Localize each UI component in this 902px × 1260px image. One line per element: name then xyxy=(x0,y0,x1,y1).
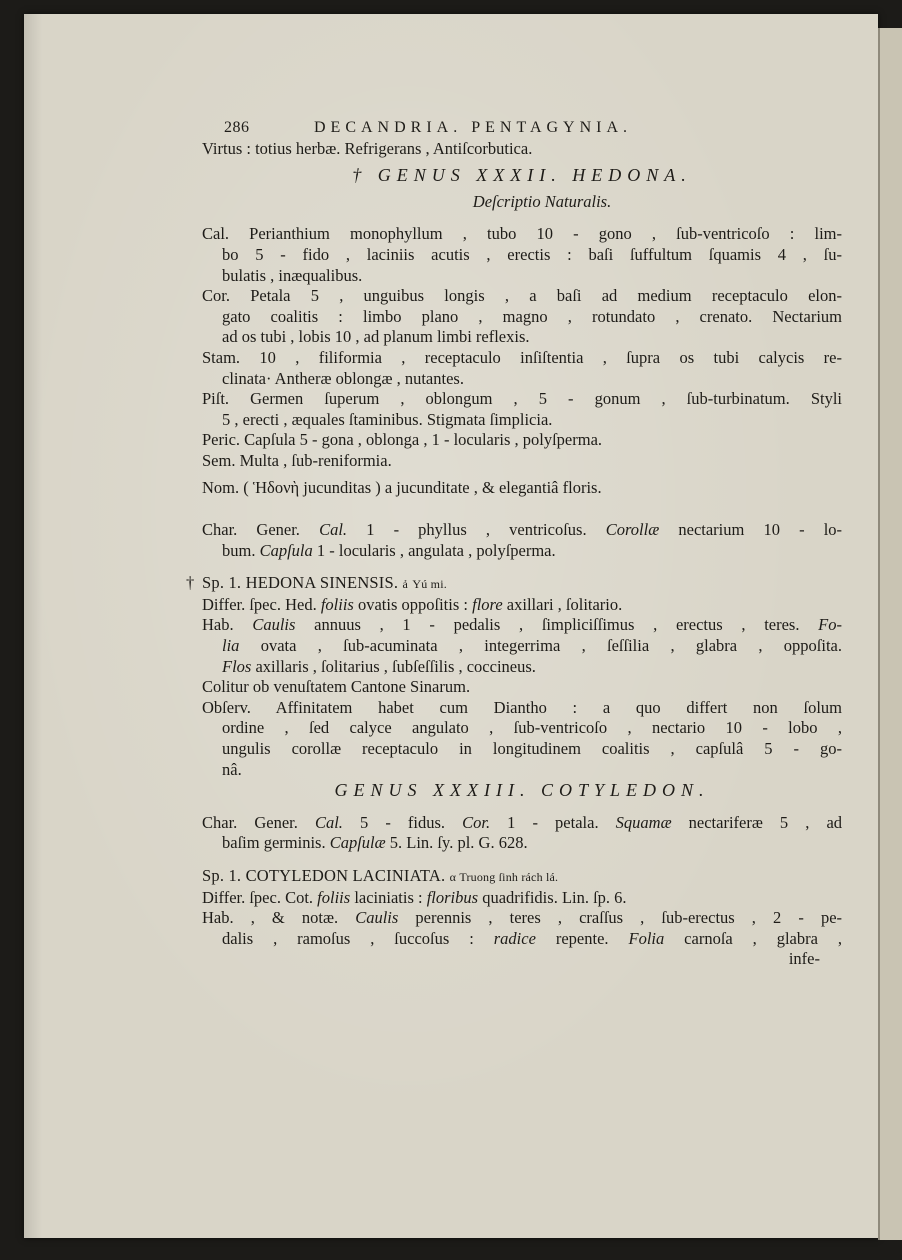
virtus-line: Virtus : totius herbæ. Refrigerans , Antiſcorbutica. xyxy=(202,138,533,158)
generic-character-cotyledon: Char. Gener. Cal. 5 - fidus. Cor. 1 - petala. Squamæ nectariferæ 5 , ad baſim germinis. Capſulæ 5. Lin. ſy. pl. G. 628. xyxy=(202,812,843,853)
species-title: Sp. 1. HEDONA SINENSIS. xyxy=(202,573,399,593)
dagger-mark: † xyxy=(186,573,195,593)
stamen-description: Stam. 10 , filiformia , receptaculo inſiſtentia , ſupra os tubi calycis re- clinata· Antheræ oblongæ , nutantes. xyxy=(202,347,842,388)
vernacular-name: α Truong ſinh rách lá. xyxy=(449,870,559,884)
facing-page-edge xyxy=(878,28,902,1240)
corolla-description: Cor. Petala 5 , unguibus longis , a baſi ad medium receptaculo elon- gato coalitis : limbo plano , magno , rotundato , crenato. Nectarium ad os tubi , lobis 10 , ad planum limbi reflexis. xyxy=(202,286,842,347)
habitus-description: Hab. Caulis annuus , 1 - pedalis , ſimpliciſſimus , erectus , teres. Fo- lia ovata , ſub-acuminata , integerrima , ſeſſilia , glabra , oppoſita. Flos axillaris , ſolitarius , ſubſeſſilis , coccineus. xyxy=(202,615,843,676)
species-heading-cotyledon-laciniata xyxy=(202,866,842,888)
genus-title: GENUS XXXII. HEDONA. xyxy=(377,165,692,186)
species-title: Sp. 1. COTYLEDON LACINIATA. xyxy=(202,866,446,885)
name-etymology: Nom. ( Ἡδονὴ jucunditas ) a jucunditate , & elegantiâ floris. xyxy=(202,477,602,497)
pistil-description: Piſt. Germen ſuperum , oblongum , 5 - gonum , ſub-turbinatum. Styli 5 , erecti , æquales ſtaminibus. Stigmata ſimplicia. xyxy=(202,389,842,429)
species-differentia: Differ. ſpec. Cot. foliis laciniatis : floribus quadrifidis. Lin. ſp. 6. xyxy=(202,887,627,907)
seed-description: Sem. Multa , ſub-reniformia. xyxy=(202,450,392,470)
running-header xyxy=(202,118,842,139)
genus-heading-cotyledon: GENUS XXXIII. COTYLEDON. xyxy=(334,780,710,801)
vernacular-name: Yú mi. xyxy=(412,577,447,592)
genus-heading-hedona xyxy=(202,165,842,186)
vernacular-mark: ả xyxy=(402,577,409,592)
catchword: infe- xyxy=(788,949,820,969)
species-heading-hedona-sinensis xyxy=(186,573,842,595)
pericarp-description: Peric. Capſula 5 - gona , oblonga , 1 - locularis , polyſperma. xyxy=(202,430,603,450)
generic-character-hedona: Char. Gener. Cal. 1 - phyllus , ventricoſus. Corollæ nectarium 10 - lo- bum. Capſula 1 - locularis , angulata , polyſperma. xyxy=(202,520,843,560)
cultivation-note: Colitur ob venuſtatem Cantone Sinarum. xyxy=(202,677,471,697)
running-title: DECANDRIA. PENTAGYNIA. xyxy=(314,119,633,136)
habitus-description: Hab. , & notæ. Caulis perennis , teres , craſſus , ſub-erectus , 2 - pe- dalis , ramoſus , ſuccoſus : radice repente. Folia carnoſa , glabra , xyxy=(202,908,843,948)
species-differentia: Differ. ſpec. Hed. foliis ovatis oppoſitis : flore axillari , ſolitario. xyxy=(202,594,623,614)
observation-note: Obſerv. Affinitatem habet cum Diantho : a quo differt non ſolum ordine , ſed calyce angulato , ſub-ventricoſo , nectario 10 - lobo , ungulis corollæ receptaculo in longitudinem coalitis , capſulâ 5 - go- nâ. xyxy=(202,697,842,779)
page-number: 286 xyxy=(224,119,250,136)
calyx-description: Cal. Perianthium monophyllum , tubo 10 - gono , ſub-ventricoſo : lim- bo 5 - fido , laciniis acutis , erectis : baſi ſuffultum ſquamis 4 , ſu- bulatis , inæqualibus. xyxy=(202,224,842,285)
page-text xyxy=(186,118,843,970)
dagger-mark: † xyxy=(352,165,368,186)
descriptio-heading: Deſcriptio Naturalis. xyxy=(472,191,612,211)
